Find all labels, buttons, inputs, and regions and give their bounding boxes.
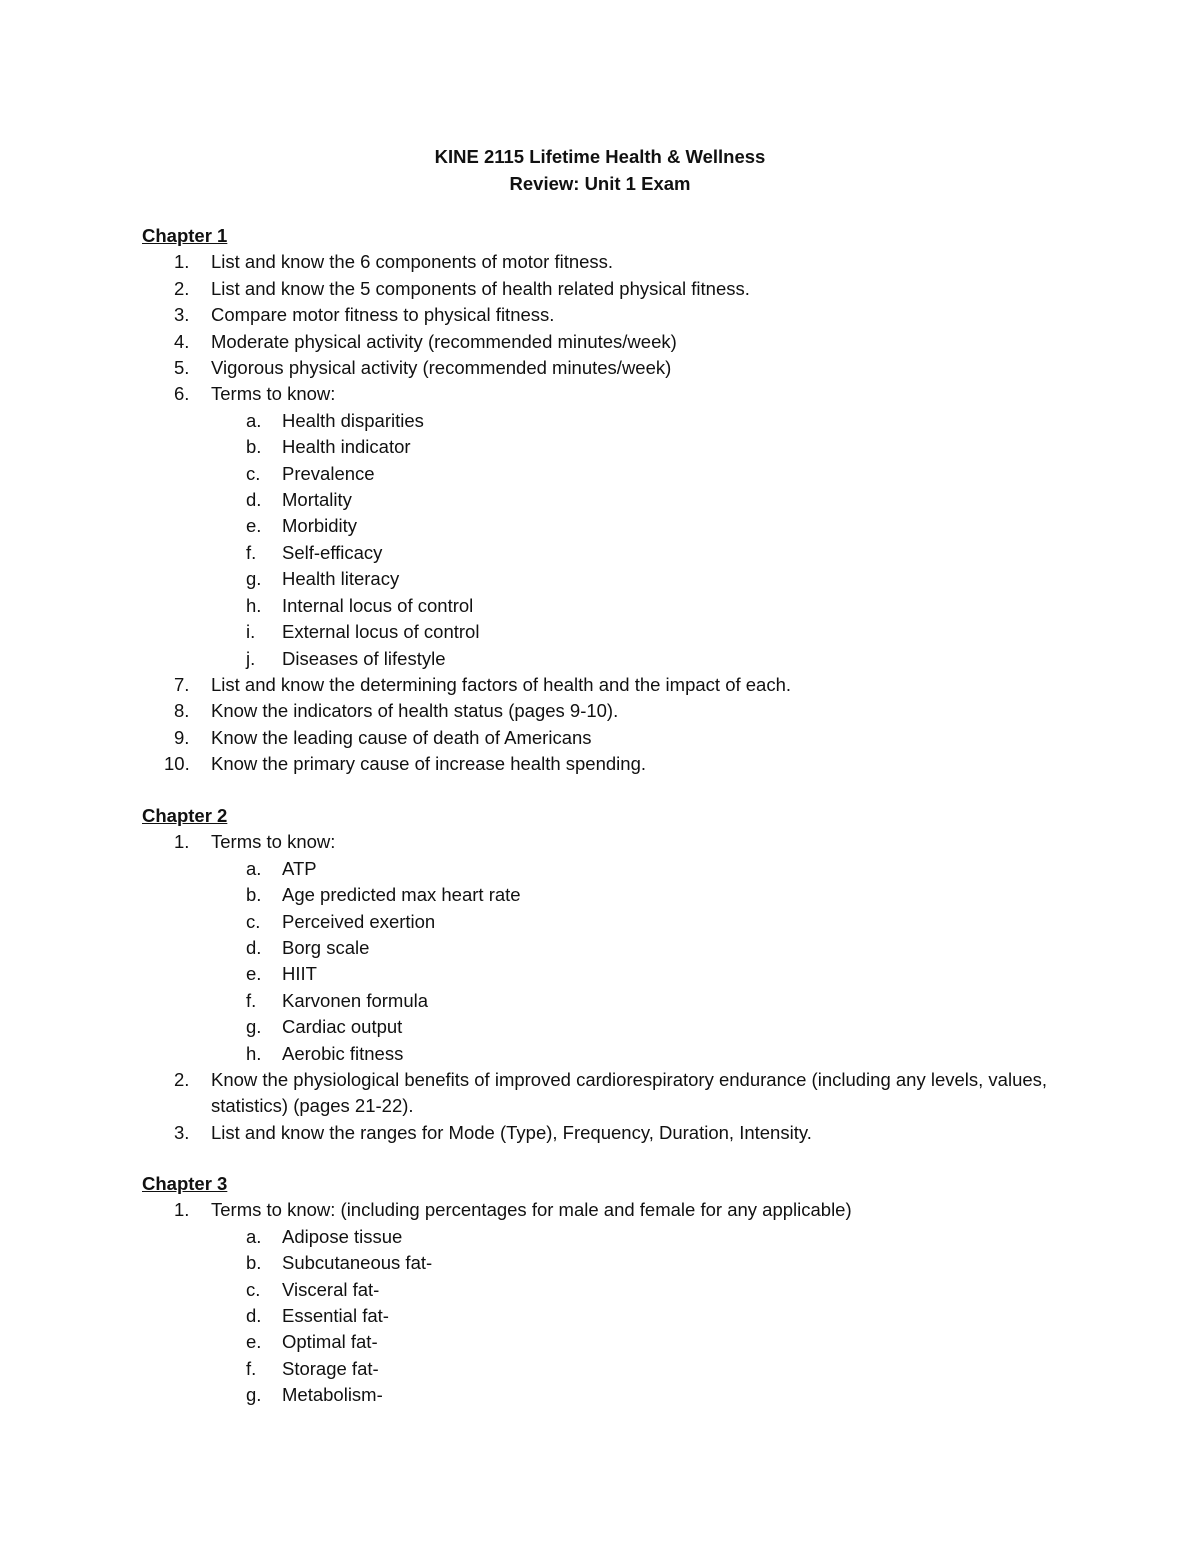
- item-text: List and know the 6 components of motor fitness.: [211, 251, 614, 273]
- term-text: Internal locus of control: [282, 594, 474, 616]
- item-number: 1.: [174, 831, 190, 853]
- term-text: Mortality: [282, 489, 352, 511]
- term-item: [142, 1329, 1082, 1355]
- term-item: [142, 408, 1082, 434]
- term-item: [142, 461, 1082, 487]
- item-text: Know the indicators of health status (pages 9-10).: [211, 700, 619, 722]
- chapter-heading: Chapter 1: [142, 225, 228, 246]
- item-text: Terms to know: (including percentages for male and female for any applicable): [211, 1199, 852, 1221]
- item-number: 8.: [174, 700, 190, 722]
- item-letter: c.: [246, 910, 261, 932]
- item-text: Vigorous physical activity (recommended minutes/week): [211, 357, 672, 379]
- term-item: [142, 1356, 1082, 1382]
- list-item: [142, 1067, 1082, 1120]
- term-item: [142, 1382, 1082, 1408]
- term-text: Self-efficacy: [282, 541, 383, 563]
- term-item: [142, 1250, 1082, 1276]
- item-text: Compare motor fitness to physical fitness.: [211, 304, 555, 326]
- item-letter: g.: [246, 1016, 262, 1038]
- term-text: Metabolism-: [282, 1384, 383, 1406]
- term-item: [142, 1014, 1082, 1040]
- item-text: List and know the determining factors of health and the impact of each.: [211, 673, 792, 695]
- item-letter: f.: [246, 989, 257, 1011]
- term-text: Prevalence: [282, 462, 375, 484]
- item-letter: a.: [246, 1225, 262, 1247]
- term-text: Borg scale: [282, 937, 370, 959]
- terms-list: [142, 408, 1082, 672]
- term-item: [142, 935, 1082, 961]
- list-item: [142, 1120, 1082, 1146]
- term-item: [142, 540, 1082, 566]
- item-letter: h.: [246, 1042, 262, 1064]
- term-item: [142, 1277, 1082, 1303]
- item-number: 2.: [174, 1069, 190, 1091]
- chapter-3-section: [142, 1171, 1082, 1409]
- item-number: 9.: [174, 726, 190, 748]
- item-letter: d.: [246, 1305, 262, 1327]
- term-text: HIIT: [282, 963, 317, 985]
- term-text: Visceral fat-: [282, 1278, 380, 1300]
- item-letter: e.: [246, 515, 262, 537]
- item-text: Moderate physical activity (recommended minutes/week): [211, 330, 677, 352]
- term-text: Storage fat-: [282, 1357, 379, 1379]
- term-item: [142, 909, 1082, 935]
- list-item: [142, 329, 1082, 355]
- term-item: [142, 434, 1082, 460]
- document-subtitle: Review: Unit 1 Exam: [509, 173, 691, 194]
- term-item: [142, 856, 1082, 882]
- item-text: Know the leading cause of death of Americans: [211, 726, 592, 748]
- item-text: Know the physiological benefits of improved cardiorespiratory endurance (including any levels, values, statistics) (pages 21-22).: [211, 1069, 1048, 1117]
- item-number: 1.: [174, 1199, 190, 1221]
- term-text: Health indicator: [282, 436, 411, 458]
- item-letter: d.: [246, 937, 262, 959]
- term-item: [142, 961, 1082, 987]
- term-item: [142, 1041, 1082, 1067]
- term-text: Essential fat-: [282, 1305, 389, 1327]
- item-letter: f.: [246, 541, 257, 563]
- term-item: [142, 513, 1082, 539]
- list-item: [142, 249, 1082, 275]
- item-text: Terms to know:: [211, 383, 336, 405]
- question-list: [142, 249, 1082, 407]
- item-number: 7.: [174, 673, 190, 695]
- item-number: 6.: [174, 383, 190, 405]
- list-item: [142, 355, 1082, 381]
- item-letter: g.: [246, 1384, 262, 1406]
- item-letter: g.: [246, 568, 262, 590]
- item-letter: f.: [246, 1357, 257, 1379]
- item-text: List and know the 5 components of health related physical fitness.: [211, 277, 750, 299]
- item-letter: h.: [246, 594, 262, 616]
- item-number: 3.: [174, 304, 190, 326]
- term-text: Cardiac output: [282, 1016, 403, 1038]
- term-item: [142, 1224, 1082, 1250]
- list-item: [142, 698, 1082, 724]
- term-text: Adipose tissue: [282, 1225, 403, 1247]
- item-letter: e.: [246, 1331, 262, 1353]
- question-list: [142, 829, 1082, 855]
- term-text: ATP: [282, 857, 317, 879]
- item-letter: a.: [246, 409, 262, 431]
- document-title: KINE 2115 Lifetime Health & Wellness: [434, 146, 766, 167]
- item-number: 5.: [174, 357, 190, 379]
- chapter-heading: Chapter 2: [142, 805, 228, 826]
- term-text: Age predicted max heart rate: [282, 884, 521, 906]
- term-item: [142, 593, 1082, 619]
- item-letter: i.: [246, 621, 256, 643]
- term-text: Subcutaneous fat-: [282, 1252, 433, 1274]
- terms-list: [142, 856, 1082, 1067]
- item-letter: j.: [246, 647, 256, 669]
- list-item: [142, 302, 1082, 328]
- list-item: [142, 751, 1082, 777]
- list-item: [142, 725, 1082, 751]
- question-list: [142, 1197, 1082, 1223]
- item-number: 1.: [174, 251, 190, 273]
- term-item: [142, 487, 1082, 513]
- term-text: Optimal fat-: [282, 1331, 378, 1353]
- term-text: Health literacy: [282, 568, 400, 590]
- item-letter: e.: [246, 963, 262, 985]
- terms-list: [142, 1224, 1082, 1409]
- term-item: [142, 988, 1082, 1014]
- term-text: Karvonen formula: [282, 989, 429, 1011]
- item-text: Know the primary cause of increase health spending.: [211, 753, 647, 775]
- term-text: Aerobic fitness: [282, 1042, 404, 1064]
- list-item: [142, 829, 1082, 855]
- item-number: 4.: [174, 330, 190, 352]
- item-letter: b.: [246, 884, 262, 906]
- item-letter: b.: [246, 436, 262, 458]
- term-text: Health disparities: [282, 409, 424, 431]
- list-item: [142, 276, 1082, 302]
- question-list: [142, 672, 1082, 778]
- question-list: [142, 1067, 1082, 1146]
- list-item: [142, 381, 1082, 407]
- chapter-heading: Chapter 3: [142, 1173, 228, 1194]
- item-number: 2.: [174, 277, 190, 299]
- term-text: Perceived exertion: [282, 910, 436, 932]
- item-letter: d.: [246, 489, 262, 511]
- term-item: [142, 619, 1082, 645]
- chapter-1-section: [142, 223, 1082, 778]
- item-letter: c.: [246, 462, 261, 484]
- item-text: List and know the ranges for Mode (Type), Frequency, Duration, Intensity.: [211, 1121, 812, 1143]
- item-number: 10.: [164, 753, 190, 775]
- term-text: Morbidity: [282, 515, 358, 537]
- term-item: [142, 1303, 1082, 1329]
- list-item: [142, 672, 1082, 698]
- term-item: [142, 882, 1082, 908]
- item-letter: b.: [246, 1252, 262, 1274]
- item-letter: a.: [246, 857, 262, 879]
- list-item: [142, 1197, 1082, 1223]
- term-item: [142, 646, 1082, 672]
- item-number: 3.: [174, 1121, 190, 1143]
- item-letter: c.: [246, 1278, 261, 1300]
- term-text: Diseases of lifestyle: [282, 647, 446, 669]
- term-text: External locus of control: [282, 621, 480, 643]
- term-item: [142, 566, 1082, 592]
- chapter-2-section: [142, 803, 1082, 1146]
- item-text: Terms to know:: [211, 831, 336, 853]
